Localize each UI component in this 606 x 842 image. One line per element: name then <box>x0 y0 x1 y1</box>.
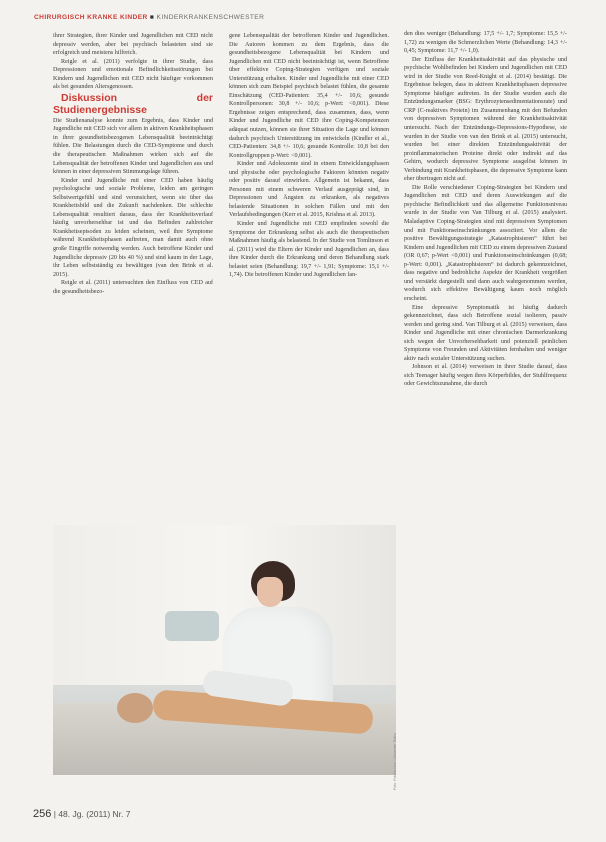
footer-separator: | <box>53 809 56 819</box>
child-head <box>117 693 153 723</box>
paragraph: Kinder und Jugendliche mit CED empfinden sowohl die Symptome der Erkrankung selbst als auch die therapeutischen Maßnahmen häufig als belastend. In der Studie von Tomlinson et al. (2011) wird die Eltern der Kinder und Jugendlichen an, dass ihre Kinder durch die Erkrankung und deren Behandlung stark belastet seien (Behandlung: 19,7 +/- 1,91; Symptome: 15,1 +/- 1,74). Die betroffenen Kinder und Jugendlichen fan- <box>229 221 389 279</box>
header-category: CHIRURGISCH KRANKE KINDER <box>34 14 148 21</box>
paragraph: den dies weniger (Behandlung: 17,5 +/- 1,7; Symptome: 15,5 +/- 1,72) zu wenigen die Schmerzlichen Werte (Behandlung: 14,3 +/- 0,45; Symptome: 11,7 +/- 1,0). <box>404 31 567 55</box>
paragraph: Kinder und Jugendliche mit einer CED haben häufig psychologische und soziale Probleme, leiden am geringen Selbstwertgefühl und sind verunsichert, wenn sie über das Krankheitsbild und die Zukunft nachdenken. Die schlechte Lebensqualität resultiert daraus, dass der Krankheitsverlauf häufig unvorhersehbar ist und das Befinden zahlreicher Krankheitsepisoden zu leiden scheinen, weil ihre Symptome während Krankheitsphasen auftreten, man damit auch ohne große Eingriffe notwendig werden. Auch betroffene Kinder und Jugendliche depressiv (20 bis 40 %) und sind kaum in der Lage, ihr Leben selbstständig zu bewältigen (van den Brink et al. 2015). <box>53 177 213 278</box>
running-header <box>34 14 574 21</box>
issue-info: 48. Jg. (2011) Nr. 7 <box>58 809 131 819</box>
paragraph: Der Einfluss der Krankheitsaktivität auf das physische und psychische Wohlbefinden bei Kindern und Jugendlichen mit CED wird in der Studie von Reed-Knight et al. (2014) bestätigt. Die Ergebnisse belegen, dass in aktiven Krankheitsphasen depressive Symptome häufiger auftreten. In der Studie wurden auch die Entzündungsmarker (BSG: Erythrozytensedimentationsrate) und CRP (C-reaktives Protein) im Zusammenhang mit den Befunden von depressiven Symptomen während der Krankheitsaktivität untersucht. Nach der Entzündungs-Depressions-Hypothese, sie wurden in der Studie von van den Brink et al. (2015) untersucht, wurden bei einer direkten Entzündungsaktivität der proinflammatorischen Proteine direkt oder indirekt auf das Gehirn, wodurch depressive Symptome ausgelöst können in Verbindung mit Krankheitsphasen, die depressive Symptome kann eher übertragen nicht auf. <box>404 56 567 183</box>
page-number: 256 <box>33 808 52 820</box>
photo-credit: Foto: Fotolia.com / Alexander Raths <box>393 732 397 790</box>
paragraph: Die Studienanalyse konnte zum Ergebnis, dass Kinder und Jugendliche mit CED sich vor allem in aktiven Krankheitsphasen in ihrer gesundheitsbezogenen Lebensqualität beeinträchtigt fühlen. Die Belastungen durch die CED-Symptome und durch die therapeutischen Maßnahmen wirken sich auf die Lebensqualität der betroffenen Kinder und Jugendlichen aus und können in einer depressiven Stimmungslage führen. <box>53 117 213 176</box>
header-journal: KINDERKRANKENSCHWESTER <box>156 14 265 21</box>
paragraph: Reigle et al. (2011) verfolgte in ihrer Studie, dass Depressionen und emotionale Befindlichkeitsstörungen bei Kindern und Jugendlichen mit CED nicht häufiger vorkommen als bei gesunden Altersgenossen. <box>53 58 213 91</box>
paragraph: Kinder und Adoleszente sind in einem Entwicklungsphasen und physische oder psychologische Faktoren könnten negativ oder positiv darauf einwirken. Allgemein ist bekannt, dass Personen mit einem schweren Verlauf ausgeprägt sind, in Depressionen und Ängsten zu erkranken, als negatives belastende Situationen in solchen Fällen und mit den Verlaufsbedingungen (Kerr et al. 2015, Krishna et al. 2013). <box>229 161 389 219</box>
paragraph: Eine depressive Symptomatik ist häufig dadurch gekennzeichnet, dass sich Betroffene sozial isolieren, passiv werden und gering sind. Van Tilburg et al. (2015) verweisen, dass Kinder und Jugendliche mit einer chronischen Darmerkrankung sich wegen der Unvorhersehbarkeit und potenziell peinlichen Symptome von Freunden und Aktivitäten fernhalten und weniger aktiv nach sozialer Unterstützung suchen. <box>404 304 567 362</box>
paragraph: Die Rolle verschiedener Coping-Strategien bei Kindern und Jugendlichen mit CED und deren Auswirkungen auf die psychische Befindlichkeit und das allgemeine Funktionsniveau wurde in der Studie von Van Tilburg et al. (2015) analysiert. Maladaptive Coping-Strategien sind mit depressiven Symptomen und mit Funktionseinschränkungen assoziiert. Vor allem die positive Bewältigungsstrategie „Katastrophisieren“ führt bei Kindern und Jugendlichen mit CED zu einem depressiven Zustand (OR 0,67; p-Wert <0,001) und Funktionseinschränkungen (0,68; p-Wert: 0,001). „Katastrophisieren“ ist dadurch gekennzeichnet, dass negative und bedrohliche Aspekte der Krankheit vergrößert und verstärkt dargestellt und dann auch wahrgenommen werden, wodurch sich effektive Bewältigung kaum noch möglich erscheint. <box>404 184 567 302</box>
page-footer <box>33 808 130 820</box>
text-column-3 <box>404 30 567 389</box>
nurse-examining-child-photo <box>53 525 396 775</box>
paragraph: ihrer Strategien, ihrer Kinder und Jugendlichen mit CED nicht depressiv werden, aber bei psychisch belasteten sind sie erfolgreich und meistens hilfreich. <box>53 33 213 57</box>
photo-equipment <box>165 611 219 641</box>
paragraph: Reigle et al. (2011) untersuchten den Einfluss von CED auf die gesundheitsbezo- <box>53 280 213 295</box>
header-separator: ■ <box>149 14 155 21</box>
text-column-2 <box>229 32 389 280</box>
section-heading: Diskussion der Studienergebnisse <box>53 91 213 117</box>
paragraph: gene Lebensqualität der betroffenen Kinder und Jugendlichen. Die Autoren kommen zu dem Ergebnis, dass die gesundheitsbezogene Lebensqualität bei Kindern und Jugendlichen mit CED nicht beeinträchtigt ist, wenn Betroffene über effektive Coping-Strategien verfügen und soziale Unterstützung erhalten. Kinder und Jugendliche mit einer CED können sich zum Beispiel psychisch belastet fühlen, die gesamte Einschätzung (CED-Patienten: 35,4 +/- 10,6; gesunde Kontrollpersonen: 30,8 +/- 10,6; p-Wert: <0,001). Diese Ergebnisse zeigen entsprechend, dass zusammen, dass, wenn Kinder und Jugendliche mit CED ihre Coping-Kompetenzen adäquat nutzen, können sie ihrer Situation die Lage und können dadurch psychisch Unterstützung im entwickeln (Kindler et al., CED-Patienten: 34,8 +/- 10,6; gesunde Kontrolle: 10,8 bei den Kontrollgruppen p-Wert: <0,001). <box>229 33 389 159</box>
nurse-face <box>257 577 283 607</box>
paragraph: Johnson et al. (2014) verweisen in ihrer Studie darauf, dass sich Teenager häufig wegen ihres Körperbildes, der Stuhlfrequenz oder Gewichtszunahme, die durch <box>404 364 567 388</box>
text-column-1 <box>53 32 213 296</box>
